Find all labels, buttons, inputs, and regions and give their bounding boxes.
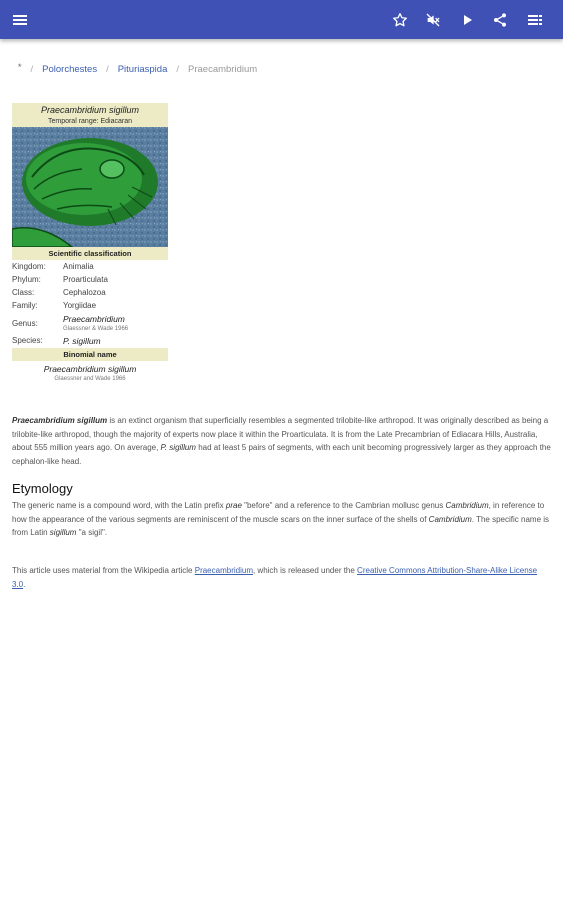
classification-header: Scientific classification — [12, 247, 168, 260]
breadcrumb-item-polorchestes[interactable]: Polorchestes — [42, 64, 98, 75]
classification-row: Phylum: Proarticulata — [12, 275, 108, 284]
binomial-name: Praecambridium sigillum Glaessner and Wade 1966 — [43, 364, 137, 382]
bookmark-button[interactable] — [384, 0, 416, 39]
intro-paragraph: Praecambridium sigillum is an extinct organism that superficially resembles a segmented trilobite-like arthropod. It was originally described as being a trilobite-like arthropod, though the majority of experts now place it within the Proarticulata. It is from the Late Precambrian of Ediacara Hills, Australia, about 555 million years ago. On average, P. sigillum had at least 5 pairs of segments, with each unit becoming progressively larger as they approach the cephalon-like head. — [12, 416, 551, 466]
etymology-paragraph: The generic name is a compound word, with the Latin prefix prae "before" and a reference to the Cambrian mollusc genus Cambridium, in reference to how the appearance of the various segments are reminiscent of the muscle scars on the inner surface of the shells of Cambridium. The specific name is from Latin sigillum "a sigil". — [12, 501, 550, 537]
menu-button[interactable] — [4, 0, 36, 39]
genus-value: Praecambridium — [63, 314, 125, 324]
breadcrumb: * / Polorchestes / Pituriaspida / Praecambridium — [18, 62, 258, 75]
temporal-range: Temporal range: Ediacaran — [47, 118, 133, 125]
infobox-header — [12, 103, 168, 127]
play-button[interactable] — [451, 0, 483, 39]
star-icon — [392, 12, 408, 28]
genus-author: Glaessner & Wade 1966 — [63, 326, 129, 332]
species-value: P. sigillum — [63, 336, 101, 346]
license-paragraph: This article uses material from the Wikipedia article Praecambridium, which is released under the Creative Commons Attribution-Share-Alike License 3.0. — [12, 566, 538, 589]
infobox-title: Praecambridium sigillum — [40, 105, 140, 115]
menu-icon — [12, 13, 28, 27]
mute-button[interactable] — [417, 0, 449, 39]
genus-row: Genus: Praecambridium Glaessner & Wade 1966 — [12, 314, 129, 332]
play-icon — [460, 13, 474, 27]
classification-row: Kingdom: Animalia — [12, 262, 94, 271]
view-list-button[interactable] — [519, 0, 551, 39]
infobox — [12, 103, 168, 385]
classification-row: Class: Cephalozoa — [12, 288, 106, 297]
breadcrumb-home[interactable]: * — [18, 62, 22, 72]
species-row: Species: P. sigillum — [12, 336, 101, 346]
volume-off-icon — [425, 12, 441, 28]
breadcrumb-current: Praecambridium — [188, 64, 258, 75]
specimen-image[interactable] — [12, 127, 168, 247]
section-heading-etymology: Etymology — [12, 481, 73, 496]
article-link[interactable]: Praecambridium — [194, 566, 253, 575]
share-button[interactable] — [484, 0, 516, 39]
app-bar — [0, 0, 563, 39]
breadcrumb-item-pituriaspida[interactable]: Pituriaspida — [117, 64, 168, 75]
share-icon — [492, 12, 508, 28]
binomial-header: Binomial name — [12, 348, 168, 361]
view-list-icon — [527, 13, 543, 27]
classification-row: Family: Yorgiidae — [12, 301, 97, 310]
license-link[interactable]: Creative Commons Attribution-Share-Alike License 3.0 — [12, 566, 538, 589]
